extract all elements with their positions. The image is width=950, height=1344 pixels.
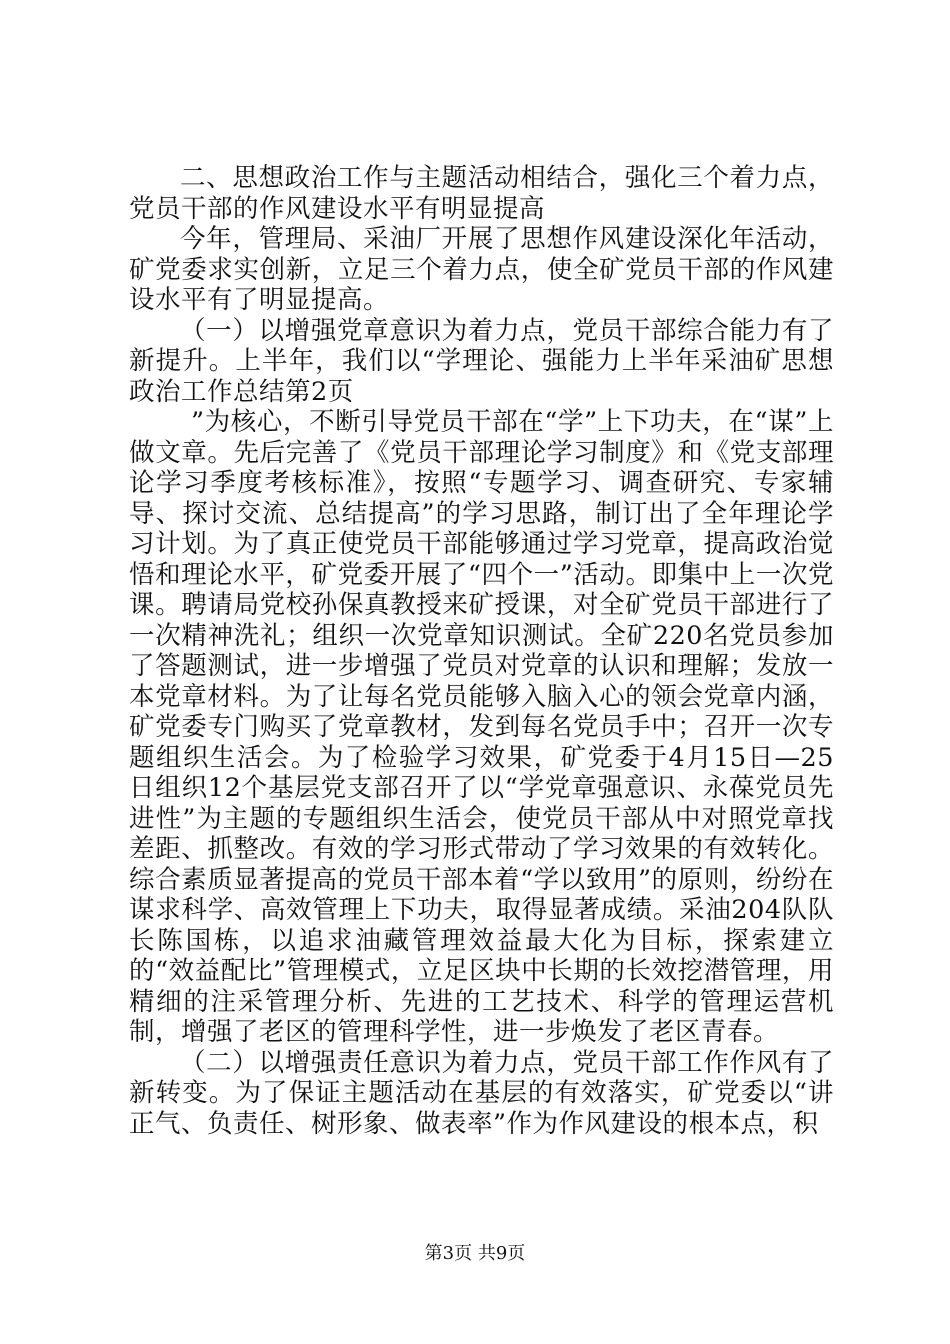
section-heading-paragraph: 二、思想政治工作与主题活动相结合，强化三个着力点，党员干部的作风建设水平有明显提高 [129, 163, 834, 224]
subsection-two-paragraph: （二）以增强责任意识为着力点，党员干部工作作风有了新转变。为了保证主题活动在基层的有效落实，矿党委以“讲正气、负责任、树形象、做表率”作为作风建设的根本点，积 [129, 1047, 834, 1139]
intro-paragraph: 今年，管理局、采油厂开展了思想作风建设深化年活动，矿党委求实创新，立足三个着力点，使全矿党员干部的作风建设水平有了明显提高。 [129, 224, 834, 315]
document-body [129, 163, 834, 1139]
page-number-footer: 第3页 共9页 [424, 1243, 526, 1264]
subsection-one-paragraph: （一）以增强党章意识为着力点，党员干部综合能力有了新提升。上半年，我们以“学理论、强能力上半年采油矿思想政治工作总结第2页 [129, 315, 834, 407]
subsection-one-body-paragraph: ”为核心，不断引导党员干部在“学”上下功夫，在“谋”上做文章。先后完善了《党员干部理论学习制度》和《党支部理论学习季度考核标准》，按照“专题学习、调查研究、专家辅导、探讨交流、总结提高”的学习思路，制订出了全年理论学习计划。为了真正使党员干部能够通过学习党章，提高政治觉悟和理论水平，矿党委开展了“四个一”活动。即集中上一次党课。聘请局党校孙保真教授来矿授课，对全矿党员干部进行了一次精神洗礼；组织一次党章知识测试。全矿220名党员参加了答题测试，进一步增强了党员对党章的认识和理解；发放一本党章材料。为了让每名党员能够入脑入心的领会党章内涵，矿党委专门购买了党章教材，发到每名党员手中；召开一次专题组织生活会。为了检验学习效果，矿党委于4月15日—25日组织12个基层党支部召开了以“学党章强意识、永葆党员先进性”为主题的专题组织生活会，使党员干部从中对照党章找差距、抓整改。有效的学习形式带动了学习效果的有效转化。综合素质显著提高的党员干部本着“学以致用”的原则，纷纷在谋求科学、高效管理上下功夫，取得显著成绩。采油204队队长陈国栋，以追求油藏管理效益最大化为目标，探索建立的“效益配比”管理模式，立足区块中长期的长效挖潜管理，用精细的注采管理分析、先进的工艺技术、科学的管理运营机制，增强了老区的管理科学性，进一步焕发了老区青春。 [129, 407, 834, 1047]
